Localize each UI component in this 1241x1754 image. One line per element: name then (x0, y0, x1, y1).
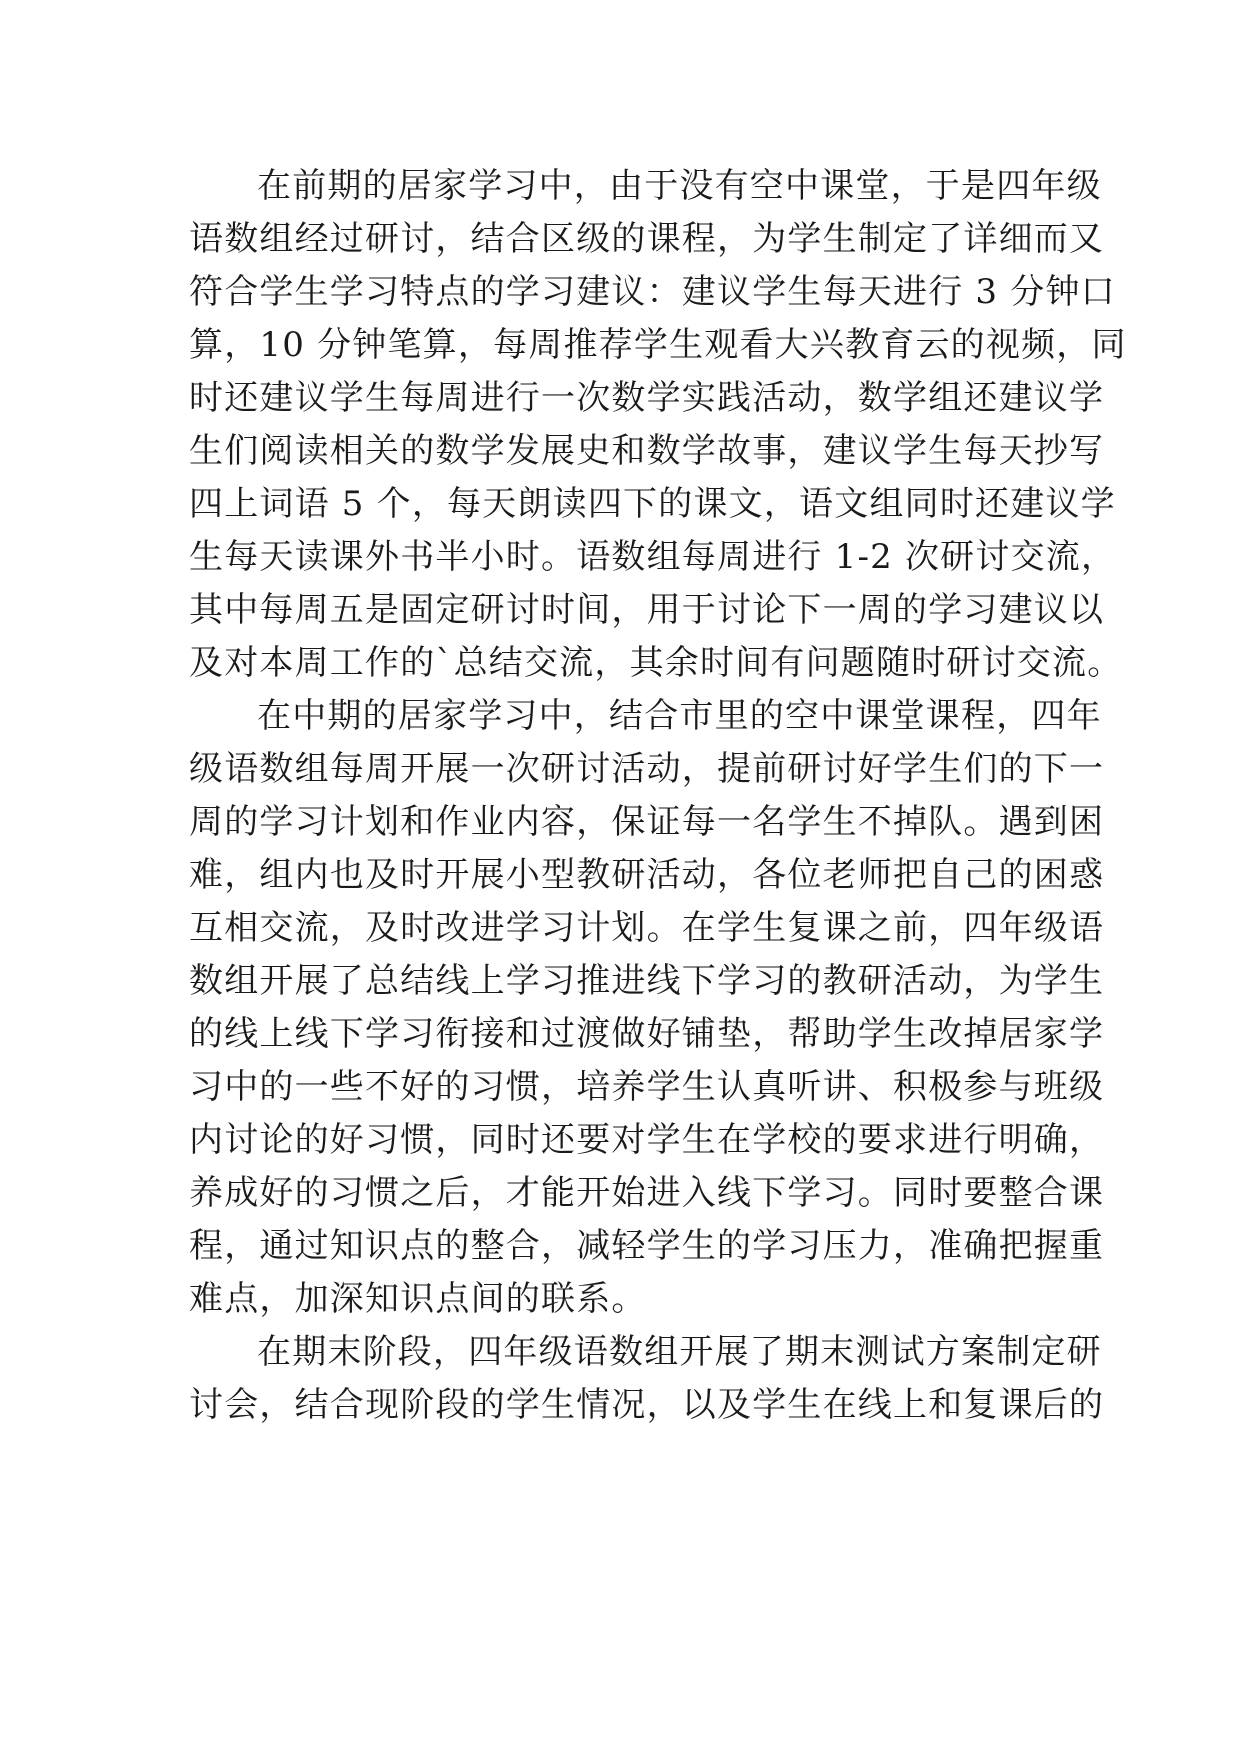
paragraph-1-line-10: 及对本周工作的`总结交流，其余时间有问题随时研讨交流。 (189, 643, 1123, 683)
paragraph-1-line-6: 生们阅读相关的数学发展史和数学故事，建议学生每天抄写 (189, 431, 1105, 471)
paragraph-2-line-4: 难，组内也及时开展小型教研活动，各位老师把自己的困惑 (189, 855, 1105, 895)
paragraph-1-line-9: 其中每周五是固定研讨时间，用于讨论下一周的学习建议以 (189, 590, 1105, 630)
paragraph-2-line-9: 内讨论的好习惯，同时还要对学生在学校的要求进行明确， (189, 1120, 1105, 1160)
paragraph-3-line-2: 讨会，结合现阶段的学生情况，以及学生在线上和复课后的 (189, 1385, 1105, 1425)
paragraph-1-line-4: 算，10 分钟笔算，每周推荐学生观看大兴教育云的视频，同 (189, 325, 1127, 365)
paragraph-1-line-3: 符合学生学习特点的学习建议：建议学生每天进行 3 分钟口 (189, 272, 1116, 312)
paragraph-3-line-1: 在期末阶段，四年级语数组开展了期末测试方案制定研 (257, 1332, 1102, 1372)
paragraph-2-line-12: 难点，加深知识点间的联系。 (189, 1279, 647, 1319)
paragraph-1-line-8: 生每天读课外书半小时。语数组每周进行 1-2 次研讨交流， (189, 537, 1117, 577)
paragraph-1-line-1: 在前期的居家学习中，由于没有空中课堂，于是四年级 (257, 166, 1102, 206)
paragraph-1-line-5: 时还建议学生每周进行一次数学实践活动，数学组还建议学 (189, 378, 1105, 418)
paragraph-2-line-3: 周的学习计划和作业内容，保证每一名学生不掉队。遇到困 (189, 802, 1105, 842)
paragraph-2-line-7: 的线上线下学习衔接和过渡做好铺垫，帮助学生改掉居家学 (189, 1014, 1105, 1054)
paragraph-2-line-8: 习中的一些不好的习惯，培养学生认真听讲、积极参与班级 (189, 1067, 1105, 1107)
paragraph-2-line-1: 在中期的居家学习中，结合市里的空中课堂课程，四年 (257, 696, 1102, 736)
paragraph-2-line-11: 程，通过知识点的整合，减轻学生的学习压力，准确把握重 (189, 1226, 1105, 1266)
paragraph-2-line-5: 互相交流，及时改进学习计划。在学生复课之前，四年级语 (189, 908, 1105, 948)
paragraph-1-line-7: 四上词语 5 个，每天朗读四下的课文，语文组同时还建议学 (189, 484, 1116, 524)
paragraph-1-line-2: 语数组经过研讨，结合区级的课程，为学生制定了详细而又 (189, 219, 1105, 259)
paragraph-2-line-10: 养成好的习惯之后，才能开始进入线下学习。同时要整合课 (189, 1173, 1105, 1213)
paragraph-2-line-6: 数组开展了总结线上学习推进线下学习的教研活动，为学生 (189, 961, 1105, 1001)
document-body (189, 160, 1127, 1432)
paragraph-2-line-2: 级语数组每周开展一次研讨活动，提前研讨好学生们的下一 (189, 749, 1105, 789)
